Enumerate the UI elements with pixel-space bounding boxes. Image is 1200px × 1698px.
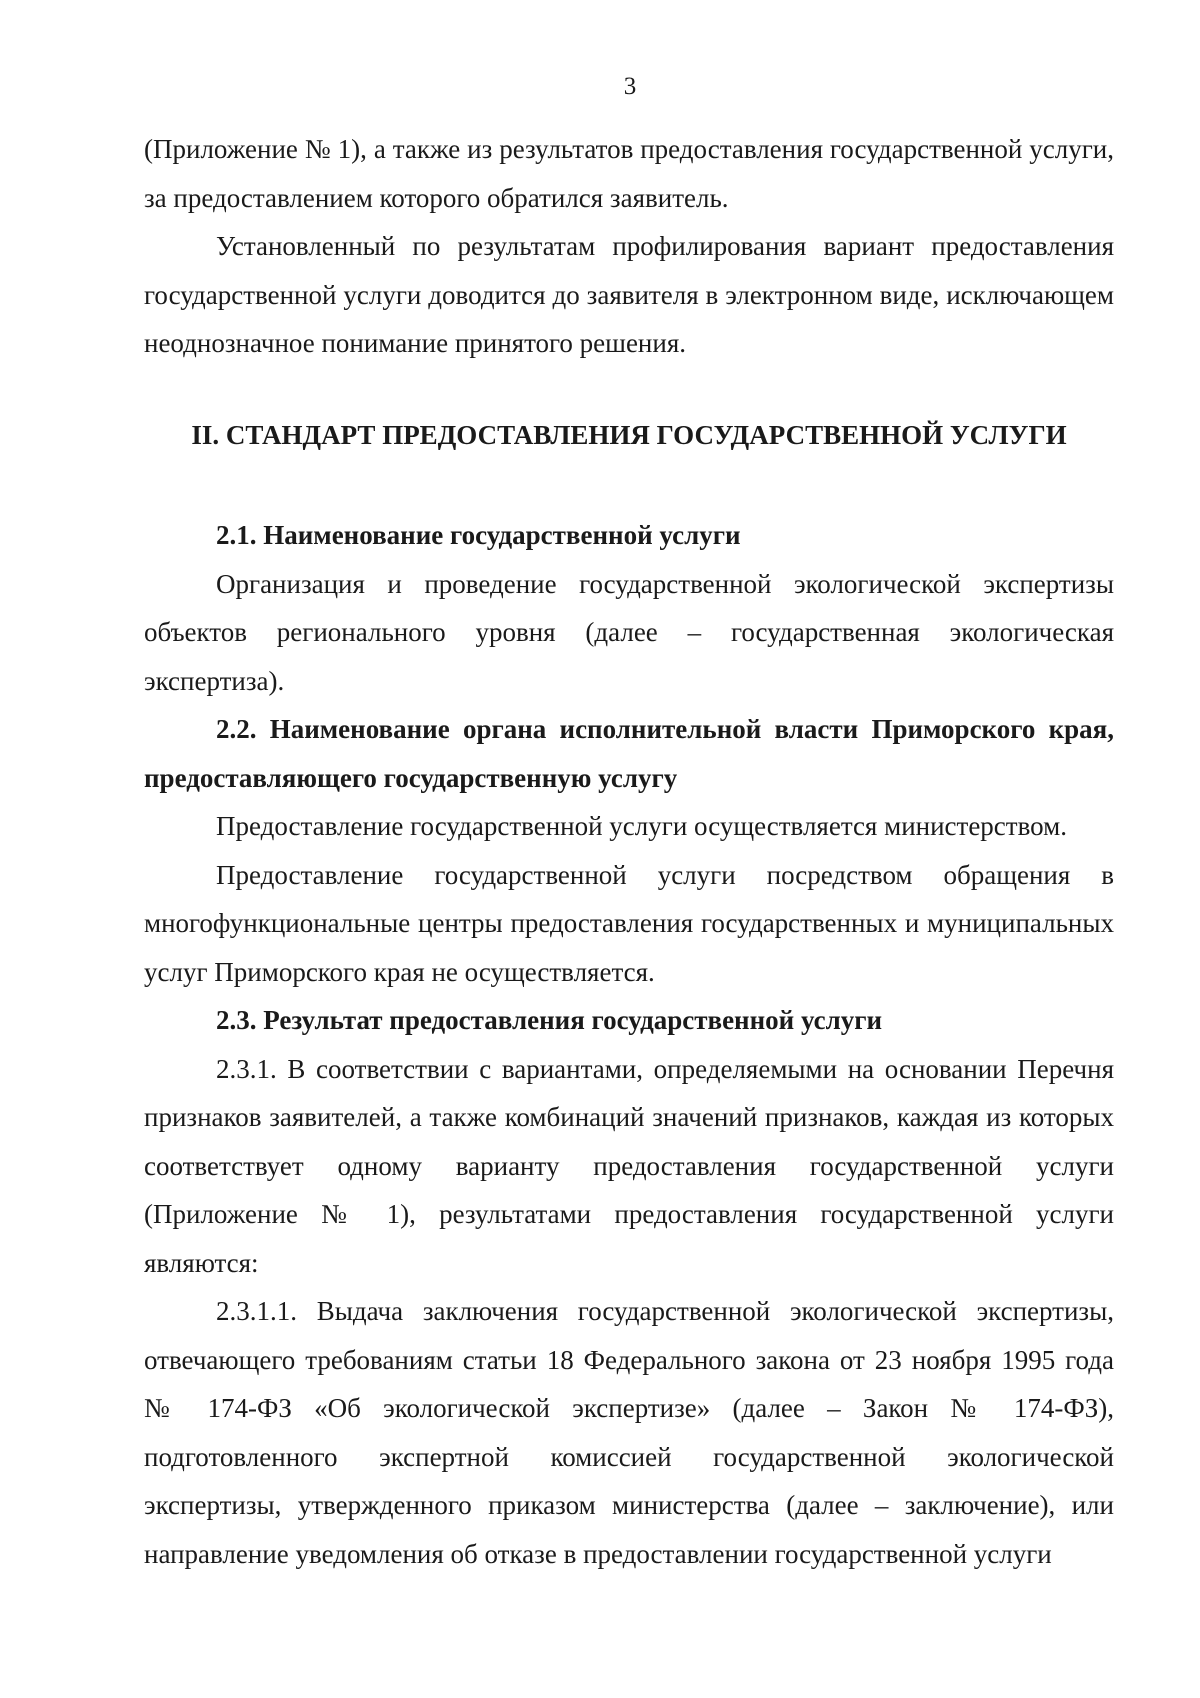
heading-2-1: 2.1. Наименование государственной услуги (216, 520, 741, 550)
intro-paragraph-2: Установленный по результатам профилирования вариант предоставления государственной услуги доводится до заявителя в электронном виде, исключающем неоднозначное понимание принятого решения. (144, 231, 1114, 358)
paragraph-2-2-1: Предоставление государственной услуги осуществляется министерством. (216, 811, 1067, 841)
intro-paragraph-1: (Приложение № 1), а также из результатов предоставления государственной услуги, за предоставлением которого обратился заявитель. (144, 134, 1114, 213)
paragraph-2-3-1-1: 2.3.1.1. Выдача заключения государственной экологической экспертизы, отвечающего требованиям статьи 18 Федерального закона от 23 ноября 1995 года № 174-ФЗ «Об экологической экспертизе» (далее – Закон № 174-ФЗ), подготовленного экспертной комиссией государственной экологической экспертизы, утвержденного приказом министерства (далее – заключение), или направление уведомления об отказе в предоставлении государственной услуги (144, 1296, 1114, 1569)
heading-2-3: 2.3. Результат предоставления государственной услуги (216, 1005, 883, 1035)
paragraph-2-2-2: Предоставление государственной услуги посредством обращения в многофункциональные центры предоставления государственных и муниципальных услуг Приморского края не осуществляется. (144, 859, 1114, 987)
heading-2-2: 2.2. Наименование органа исполнительной власти Приморского края, предоставляющего государственную услугу (144, 714, 1114, 793)
section-title: II. СТАНДАРТ ПРЕДОСТАВЛЕНИЯ ГОСУДАРСТВЕННОЙ УСЛУГИ (191, 420, 1067, 450)
sections-2-1-2-2 (144, 511, 1114, 1578)
page-number: 3 (623, 73, 637, 100)
intro-block (144, 125, 1114, 368)
paragraph-2-1: Организация и проведение государственной экологической экспертизы объектов регионального уровня (далее – государственная экологическая экспертиза). (144, 568, 1114, 696)
paragraph-2-3-1: 2.3.1. В соответствии с вариантами, определяемыми на основании Перечня признаков заявителей, а также комбинаций значений признаков, каждая из которых соответствует одному варианту предоставления государственной услуги (Приложение № 1), результатами предоставления государственной услуги являются: (144, 1053, 1114, 1278)
